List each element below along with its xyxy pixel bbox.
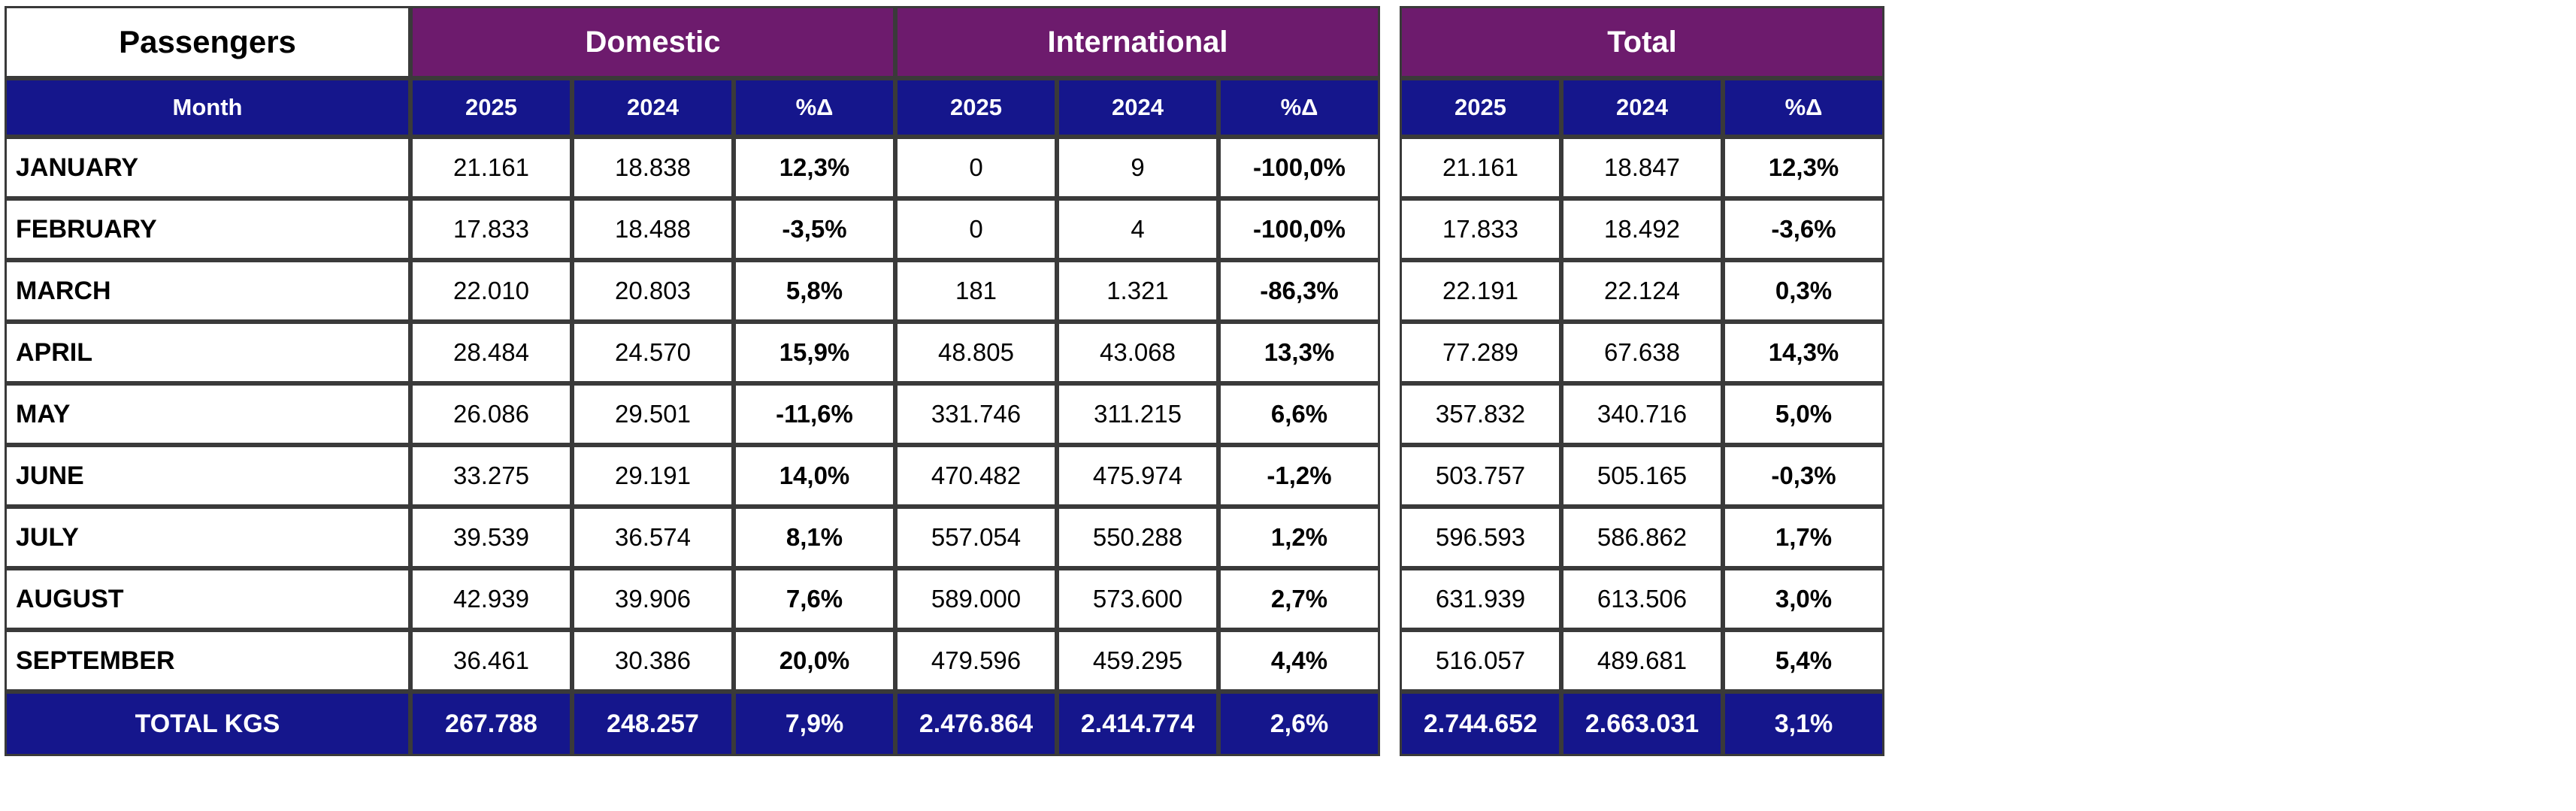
cell-international-2024: 573.600 [1057,568,1218,630]
table-row [5,137,1380,198]
cell-international-2024: 459.295 [1057,630,1218,691]
cell-international-2025: 0 [895,137,1057,198]
cell-total-2025: 22.191 [1400,260,1561,322]
table-row [1400,383,1884,445]
cell-total-2024: 505.165 [1561,445,1723,507]
cell-total-2025: 357.832 [1400,383,1561,445]
table-row [5,322,1380,383]
cell-domestic-2024: 18.838 [572,137,734,198]
cell-total-2024: 613.506 [1561,568,1723,630]
cell-total-delta: 5,0% [1723,383,1884,445]
column-header-total-2025: 2025 [1400,78,1561,137]
cell-international-2024: 550.288 [1057,507,1218,568]
cell-domestic-2024: 29.501 [572,383,734,445]
total-row [5,691,1380,756]
left-group-header-row [5,6,1380,78]
cell-international-2024: 9 [1057,137,1218,198]
cell-domestic-delta: 15,9% [734,322,895,383]
table-row [5,630,1380,691]
column-header-international-2025: 2025 [895,78,1057,137]
cell-domestic-2025: 17.833 [410,198,572,260]
cell-total-delta: 14,3% [1723,322,1884,383]
cell-domestic-delta: 20,0% [734,630,895,691]
cell-international-2024: 475.974 [1057,445,1218,507]
row-label: SEPTEMBER [5,630,410,691]
passengers-total-table [1400,6,1884,756]
cell-domestic-2024: 18.488 [572,198,734,260]
cell-domestic-2025: 33.275 [410,445,572,507]
row-label: FEBRUARY [5,198,410,260]
cell-domestic-delta: 5,8% [734,260,895,322]
cell-international-delta: 6,6% [1218,383,1380,445]
cell-international-delta: -100,0% [1218,198,1380,260]
row-label: JANUARY [5,137,410,198]
total-domestic-2024: 248.257 [572,691,734,756]
column-header-international-delta: %Δ [1218,78,1380,137]
total-total-delta: 3,1% [1723,691,1884,756]
cell-domestic-2024: 36.574 [572,507,734,568]
cell-domestic-2024: 20.803 [572,260,734,322]
cell-international-2025: 589.000 [895,568,1057,630]
cell-total-2025: 17.833 [1400,198,1561,260]
cell-total-delta: 5,4% [1723,630,1884,691]
cell-domestic-2025: 21.161 [410,137,572,198]
table-row [5,507,1380,568]
cell-domestic-2025: 36.461 [410,630,572,691]
cell-total-delta: 3,0% [1723,568,1884,630]
left-table-body [5,137,1380,756]
cell-total-2024: 22.124 [1561,260,1723,322]
cell-total-delta: 12,3% [1723,137,1884,198]
total-total-2025: 2.744.652 [1400,691,1561,756]
cell-domestic-2024: 30.386 [572,630,734,691]
cell-domestic-delta: 7,6% [734,568,895,630]
row-label: APRIL [5,322,410,383]
cell-domestic-2024: 24.570 [572,322,734,383]
cell-domestic-2025: 42.939 [410,568,572,630]
table-row [1400,198,1884,260]
table-row [5,445,1380,507]
group-header-international: International [895,6,1380,78]
table-row [1400,630,1884,691]
cell-total-2025: 516.057 [1400,630,1561,691]
column-header-international-2024: 2024 [1057,78,1218,137]
right-subheader-row [1400,78,1884,137]
cell-domestic-delta: 12,3% [734,137,895,198]
cell-international-delta: 13,3% [1218,322,1380,383]
cell-domestic-delta: -3,5% [734,198,895,260]
cell-domestic-2024: 39.906 [572,568,734,630]
total-domestic-delta: 7,9% [734,691,895,756]
table-row [1400,322,1884,383]
cell-international-delta: -1,2% [1218,445,1380,507]
row-label: AUGUST [5,568,410,630]
table-row [5,198,1380,260]
cell-international-delta: 1,2% [1218,507,1380,568]
cell-international-delta: -86,3% [1218,260,1380,322]
cell-domestic-delta: 14,0% [734,445,895,507]
table-row [1400,568,1884,630]
cell-international-2025: 479.596 [895,630,1057,691]
cell-domestic-delta: -11,6% [734,383,895,445]
cell-international-2024: 43.068 [1057,322,1218,383]
cell-total-2024: 18.847 [1561,137,1723,198]
passengers-domestic-international-table [5,6,1380,756]
cell-international-2025: 331.746 [895,383,1057,445]
cell-total-delta: 0,3% [1723,260,1884,322]
cell-total-2025: 596.593 [1400,507,1561,568]
cell-domestic-2024: 29.191 [572,445,734,507]
cell-total-delta: -0,3% [1723,445,1884,507]
cell-domestic-2025: 22.010 [410,260,572,322]
cell-total-2025: 631.939 [1400,568,1561,630]
cell-international-2024: 1.321 [1057,260,1218,322]
left-table-head [5,6,1380,137]
total-international-2025: 2.476.864 [895,691,1057,756]
right-group-header-row [1400,6,1884,78]
total-international-delta: 2,6% [1218,691,1380,756]
cell-domestic-delta: 8,1% [734,507,895,568]
total-total-2024: 2.663.031 [1561,691,1723,756]
cell-international-2025: 48.805 [895,322,1057,383]
group-header-total: Total [1400,6,1884,78]
cell-international-2024: 311.215 [1057,383,1218,445]
column-header-domestic-2025: 2025 [410,78,572,137]
table-row [5,568,1380,630]
cell-domestic-2025: 28.484 [410,322,572,383]
row-label: MARCH [5,260,410,322]
left-subheader-row [5,78,1380,137]
row-label: JUNE [5,445,410,507]
cell-total-2024: 586.862 [1561,507,1723,568]
right-table-head [1400,6,1884,137]
cell-total-2025: 503.757 [1400,445,1561,507]
column-header-domestic-2024: 2024 [572,78,734,137]
table-row [1400,137,1884,198]
cell-total-2024: 489.681 [1561,630,1723,691]
cell-total-2024: 340.716 [1561,383,1723,445]
table-title: Passengers [5,6,410,78]
cell-international-2025: 0 [895,198,1057,260]
row-label: MAY [5,383,410,445]
cell-total-2024: 67.638 [1561,322,1723,383]
row-label: JULY [5,507,410,568]
cell-international-2025: 470.482 [895,445,1057,507]
table-row [1400,260,1884,322]
column-header-total-delta: %Δ [1723,78,1884,137]
cell-international-delta: -100,0% [1218,137,1380,198]
cell-domestic-2025: 39.539 [410,507,572,568]
table-row [5,260,1380,322]
group-header-domestic: Domestic [410,6,895,78]
total-row [1400,691,1884,756]
cell-international-2024: 4 [1057,198,1218,260]
total-domestic-2025: 267.788 [410,691,572,756]
right-table-body [1400,137,1884,756]
cell-total-2025: 77.289 [1400,322,1561,383]
column-header-month: Month [5,78,410,137]
cell-international-2025: 557.054 [895,507,1057,568]
column-header-domestic-delta: %Δ [734,78,895,137]
table-row [1400,507,1884,568]
total-international-2024: 2.414.774 [1057,691,1218,756]
table-row [1400,445,1884,507]
table-row [5,383,1380,445]
cell-total-delta: -3,6% [1723,198,1884,260]
cell-international-2025: 181 [895,260,1057,322]
total-row-label: TOTAL KGS [5,691,410,756]
cell-total-delta: 1,7% [1723,507,1884,568]
cell-international-delta: 4,4% [1218,630,1380,691]
cell-domestic-2025: 26.086 [410,383,572,445]
column-header-total-2024: 2024 [1561,78,1723,137]
cell-international-delta: 2,7% [1218,568,1380,630]
cell-total-2025: 21.161 [1400,137,1561,198]
cell-total-2024: 18.492 [1561,198,1723,260]
